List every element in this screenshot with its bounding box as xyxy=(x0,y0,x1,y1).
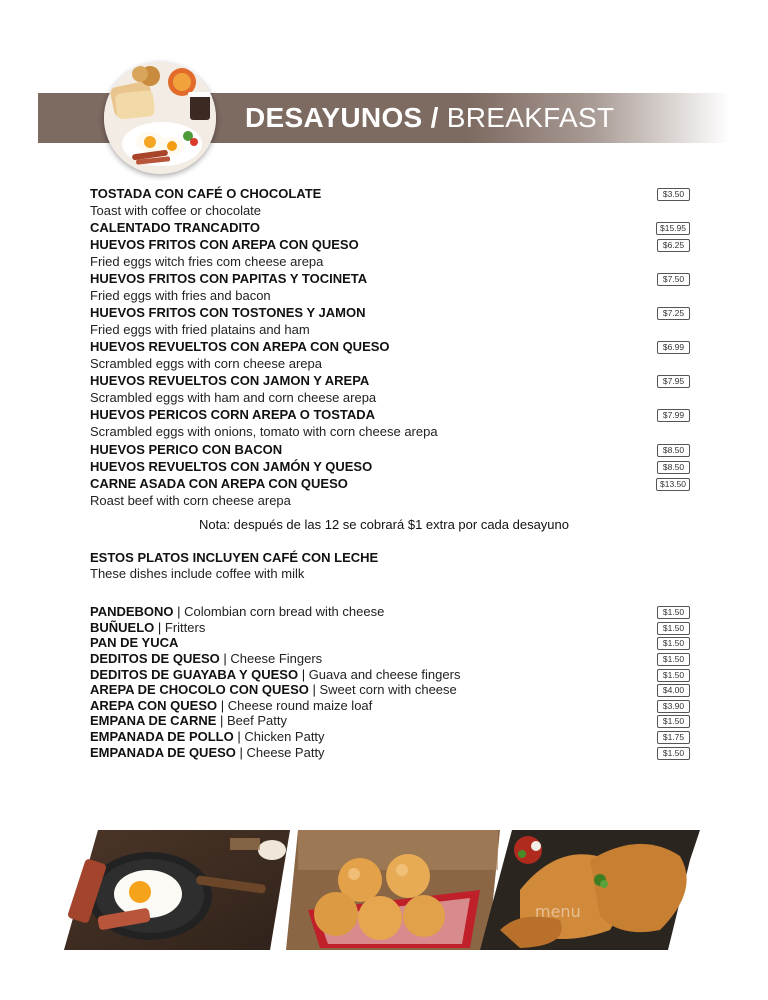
item-price: $1.50 xyxy=(657,622,690,635)
item-name: HUEVOS PERICO CON BACON xyxy=(90,442,283,457)
item-description: Scrambled eggs with ham and corn cheese arepa xyxy=(90,390,377,405)
food-photo-strip xyxy=(0,820,768,960)
section-title: ESTOS PLATOS INCLUYEN CAFÉ CON LECHE xyxy=(90,550,379,565)
item-name: HUEVOS FRITOS CON AREPA CON QUESO xyxy=(90,237,359,252)
menu-item xyxy=(90,681,690,698)
item-separator: | xyxy=(217,698,228,713)
pandebono-basket-photo xyxy=(286,830,500,950)
item-price: $1.50 xyxy=(657,606,690,619)
item-name: HUEVOS FRITOS CON PAPITAS Y TOCINETA xyxy=(90,271,368,286)
item-name: DEDITOS DE GUAYABA Y QUESO xyxy=(90,667,299,682)
item-separator: | xyxy=(235,745,247,760)
menu-item xyxy=(90,650,690,667)
menu-item xyxy=(90,406,690,423)
item-description: Toast with coffee or chocolate xyxy=(90,203,262,218)
watermark: menu xyxy=(535,902,581,921)
item-name: HUEVOS REVUELTOS CON AREPA CON QUESO xyxy=(90,339,390,354)
item-separator: | xyxy=(173,604,185,619)
item-description: Beef Patty xyxy=(227,713,287,728)
menu-item xyxy=(90,603,690,620)
item-separator: | xyxy=(308,682,320,697)
item-description: Fried eggs with fried platains and ham xyxy=(90,322,310,337)
item-name: AREPA DE CHOCOLO CON QUESO xyxy=(90,682,309,697)
menu-item xyxy=(90,185,690,202)
item-name: EMPANADA DE QUESO xyxy=(90,745,236,760)
item-description: Guava and cheese fingers xyxy=(308,667,461,682)
section-subtitle: These dishes include coffee with milk xyxy=(90,566,305,581)
item-name: EMPANA DE CARNE xyxy=(90,713,217,728)
item-price: $4.00 xyxy=(657,684,690,697)
item-separator: | xyxy=(216,713,228,728)
item-price: $6.25 xyxy=(657,239,690,252)
item-price: $1.50 xyxy=(657,669,690,682)
item-name: HUEVOS PERICOS CORN AREPA O TOSTADA xyxy=(90,407,376,422)
title-english: BREAKFAST xyxy=(446,102,615,133)
menu-item xyxy=(90,270,690,287)
item-name: CARNE ASADA CON AREPA CON QUESO xyxy=(90,476,348,491)
item-price: $3.90 xyxy=(657,700,690,713)
item-name: HUEVOS FRITOS CON TOSTONES Y JAMON xyxy=(90,305,366,320)
item-price: $8.50 xyxy=(657,444,690,457)
eggs-bacon-photo xyxy=(64,830,290,950)
item-description: Colombian corn bread with cheese xyxy=(184,604,385,619)
item-description: Chicken Patty xyxy=(244,729,325,744)
item-price: $13.50 xyxy=(656,478,690,491)
item-description: Sweet corn with cheese xyxy=(319,682,457,697)
item-price: $15.95 xyxy=(656,222,690,235)
title-spanish: DESAYUNOS / xyxy=(245,102,439,133)
item-separator: | xyxy=(219,651,231,666)
item-description: Fried eggs witch fries com cheese arepa xyxy=(90,254,324,269)
item-separator: | xyxy=(298,667,309,682)
menu-item xyxy=(90,475,690,492)
item-description: Cheese Patty xyxy=(246,745,325,760)
menu-item xyxy=(90,236,690,253)
item-price: $7.99 xyxy=(657,409,690,422)
item-description: Scrambled eggs with corn cheese arepa xyxy=(90,356,322,371)
breakfast-plate-photo xyxy=(104,62,216,174)
item-price: $1.50 xyxy=(657,653,690,666)
item-description: Fried eggs with fries and bacon xyxy=(90,288,271,303)
item-name: PANDEBONO xyxy=(90,604,174,619)
surcharge-note: Nota: después de las 12 se cobrará $1 extra por cada desayuno xyxy=(198,517,570,532)
item-description: Cheese round maize loaf xyxy=(227,698,373,713)
empanadas-photo xyxy=(480,830,700,950)
menu-item xyxy=(90,744,690,761)
item-price: $7.95 xyxy=(657,375,690,388)
item-price: $1.50 xyxy=(657,715,690,728)
item-price: $1.75 xyxy=(657,731,690,744)
item-price: $6.99 xyxy=(657,341,690,354)
item-price: $3.50 xyxy=(657,188,690,201)
item-separator: | xyxy=(233,729,245,744)
menu-item xyxy=(90,304,690,321)
item-price: $7.25 xyxy=(657,307,690,320)
item-description: Cheese Fingers xyxy=(230,651,323,666)
item-name: DEDITOS DE QUESO xyxy=(90,651,220,666)
item-name: HUEVOS REVUELTOS CON JAMÓN Y QUESO xyxy=(90,459,373,474)
item-price: $1.50 xyxy=(657,637,690,650)
menu-item xyxy=(90,712,690,729)
item-name: EMPANADA DE POLLO xyxy=(90,729,234,744)
item-name: PAN DE YUCA xyxy=(90,635,179,650)
item-name: CALENTADO TRANCADITO xyxy=(90,220,260,235)
item-price: $1.50 xyxy=(657,747,690,760)
menu-item xyxy=(90,219,690,236)
menu-item xyxy=(90,728,690,745)
item-description: Fritters xyxy=(164,620,206,635)
item-price: $8.50 xyxy=(657,461,690,474)
item-price: $7.50 xyxy=(657,273,690,286)
item-separator: | xyxy=(154,620,165,635)
item-name: TOSTADA CON CAFÉ O CHOCOLATE xyxy=(90,186,322,201)
menu-item xyxy=(90,372,690,389)
menu-item xyxy=(90,338,690,355)
menu-item xyxy=(90,458,690,475)
menu-item xyxy=(90,634,690,651)
item-name: BUÑUELO xyxy=(90,620,155,635)
item-description: Roast beef with corn cheese arepa xyxy=(90,493,291,508)
menu-item xyxy=(90,441,690,458)
item-description: Scrambled eggs with onions, tomato with corn cheese arepa xyxy=(90,424,438,439)
page-title xyxy=(245,100,614,136)
item-name: HUEVOS REVUELTOS CON JAMON Y AREPA xyxy=(90,373,370,388)
item-name: AREPA CON QUESO xyxy=(90,698,218,713)
